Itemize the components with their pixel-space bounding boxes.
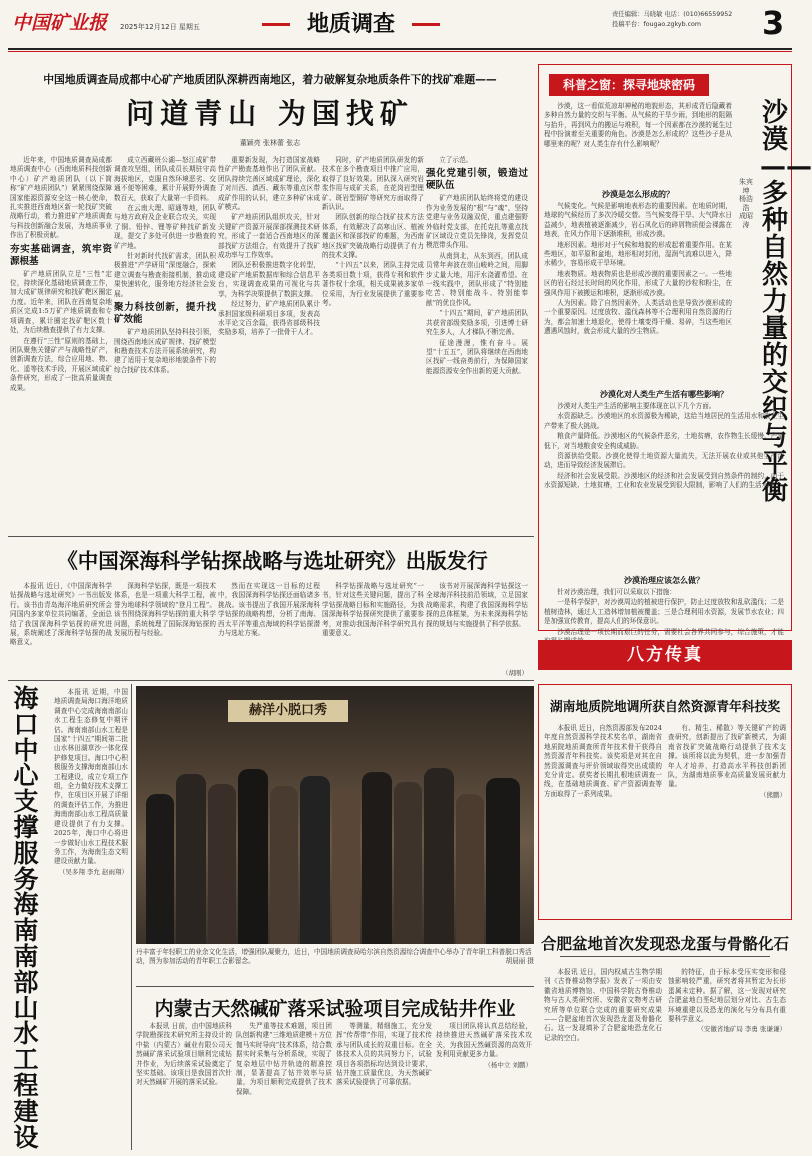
lead-column-1	[10, 156, 112, 530]
person-silhouette	[146, 794, 174, 944]
mongolia-column-4	[436, 1022, 532, 1150]
science-question-1: 沙漠是怎么形成的？	[602, 190, 674, 199]
paragraph: 科学钻探战略与选址研究”一书，针对这些关键问题，提出了科学钻探战略目标和实施路径，为我国深海科学钻探研究提供了重要参考，对推动我国海洋科学研究具有重要意义。	[322, 582, 424, 638]
hunan-column-1	[544, 724, 662, 914]
section-divider	[136, 986, 534, 987]
hunan-headline[interactable]: 湖南地质院地调所获自然资源青年科技奖	[549, 700, 781, 715]
paragraph: 资源供给受限。沙漠化使得土地资源大量流失，无法开展农业或其他生产活动，进而导致经济发展滞后。	[544, 452, 784, 470]
science-question-2: 沙漠化对人类生产生活有哪些影响？	[600, 390, 728, 399]
paragraph: 重要新发现，为打造国家战略性矿产勘查基地作出了团队贡献。团队持续完善区域成矿理论，深化了对川西、滇西、藏东等重点区带成矿作用的认识，建立多种矿床成矿模式。	[218, 156, 320, 212]
masthead	[0, 0, 800, 50]
paragraph: 成立西藏班公湖—怒江成矿带调查攻坚组，团队成员长期驻守高海拔地区，克服自然环境恶劣、交通不便等困难，累计开展野外调查数百天，获取了大量第一手资料。	[114, 156, 216, 202]
paragraph: 矿产地质团队组织攻关，针对关键矿产资源开展深部探测技术研究，形成了一套适合西南地区的深部找矿方法组合，有效提升了找矿成功率与工作效率。	[218, 213, 320, 260]
paragraph: 团队还积极推进数字化转型，建设矿产地质数据库和综合信息平台，实现调查成果的可视化与共享，为科学决策提供了数据支撑。	[218, 261, 320, 298]
issue-date: 2025年12月12日 星期五	[120, 23, 200, 31]
haikou-headline[interactable]: 海口中心支撑服务海南南部山水工程建设	[13, 684, 39, 1152]
hunan-credit: （熊鹏）	[760, 790, 786, 799]
paragraph: 团队创新的综合找矿技术方法体系，有效解决了高寒山区、植被覆盖区和深部找矿的难题，为西南地区找矿突破战略行动提供了有力的技术支撑。	[322, 213, 424, 260]
book-column-1	[10, 582, 112, 676]
mongolia-column-1	[136, 1022, 232, 1150]
book-column-2	[114, 582, 216, 676]
submission-platform[interactable]: 投稿平台：fougao.zgkyb.com	[612, 21, 702, 28]
book-credit: （胡刚）	[502, 669, 528, 677]
paragraph: 本报讯 近日，自然资源部发布2024年度自然资源科学技术奖名单，湖南省地质院地质调查所青年技术骨干获得自然资源青年科技奖。该奖项是对其在自然资源调查与评价领域取得突出成绩的充分肯定。获奖者长期扎根地质调查一线，在基础地质调查、矿产资源调查等方面取得了一系列成果。	[544, 724, 662, 798]
person-silhouette	[332, 789, 360, 944]
paragraph: 粮食产量降低。沙漠地区的气候条件恶劣，土地贫瘠，农作物生长缓慢，产量低下，对当地粮食安全构成威胁。	[544, 432, 784, 450]
paragraph: 本报讯 日前，由中国地质科学院勘探技术研究所主持设计的中盐（内蒙古）碱业有限公司天然碱矿落采试验项目顺利完成钻井作业，为后续落采试验奠定了坚实基础。该项目是我国首次针对天然碱矿开展的落采试验。	[136, 1022, 232, 1087]
science-section-3	[544, 572, 784, 636]
lead-subhead-2: 聚力科技创新，提升找矿效能	[114, 302, 216, 326]
paragraph: 近年来，中国地质调查局成都地质调查中心（西南地质科技创新中心）矿产地质团队（以下简称“矿产地质团队”）紧紧围绕保障国家能源资源安全这一核心使命，扎实推进西南地区新一轮找矿突破战略行动，着力推进矿产地质调查与科技创新融合发展，为地质事业作出了积极贡献。	[10, 156, 112, 240]
hefei-credit: （安徽省地矿局 李勇 张谦谦）	[697, 1025, 786, 1034]
mongolia-credit: （杨中立 刘鹏）	[484, 1060, 532, 1069]
section-title: 地质调查	[296, 8, 406, 42]
header-divider	[8, 48, 792, 50]
lead-byline: 董颖亮 张林蕾 张志	[239, 139, 301, 147]
paragraph: 一是科学保护，对沙漠周边的植被进行保护，防止过度放牧和乱砍滥伐；二是植树造林，通过人工造林增加植被覆盖；三是合理利用水资源，发展节水农业；四是加强宣传教育，提高人们的环保意识。	[544, 598, 784, 626]
photo-caption	[136, 948, 534, 966]
paragraph: 本报讯 近期，中国地质调查局海口海洋地质调查中心完成海南南部山水工程生态修复中期评估。海南南部山水工程是国家“十四五”期间第二批山水林田湖草沙一体化保护修复项目。海口中心积极服务支撑海南南部山水工程建设，成立专项工作组，全力做好技术支撑工作，在项目区开展了详细的调查评估工作，为推进海南南部山水工程高质量建设提供了有力支撑。2025年，海口中心将进一步做好山水工程技术服务工作，为海南生态文明建设贡献力量。	[54, 688, 128, 866]
paragraph: 同时，矿产地质团队研发的新技术在多个勘查项目中推广应用，取得了良好效果。团队深入研究岩浆作用与成矿关系，在花岗岩型锂矿、斑岩型铜矿等研究方面取得了新认识。	[322, 156, 424, 212]
lead-kicker: 中国地质调查局成都中心矿产地质团队深耕西南地区，着力破解复杂地质条件下的找矿难题——	[43, 73, 497, 86]
section-divider	[8, 680, 534, 681]
photo-sign: 赫洋小脱口秀	[228, 700, 348, 722]
paragraph: 气候变化。气候是影响地表形态的重要因素。在地质时期，地球的气候经历了多次冷暖交替。当气候变得干旱、大气降水日益减少，地表植被逐渐减少，岩石风化后的碎屑物质便会裸露在地表，在风力作用下逐渐堆积，形成沙漠。	[544, 202, 732, 239]
paragraph: 征途漫漫，惟有奋斗。展望“十五五”，团队将继续在西南地区找矿一线奋勇前行，为保障国家能源资源安全作出新的更大贡献。	[426, 338, 528, 375]
mongolia-column-2	[236, 1022, 332, 1150]
science-section-2	[544, 386, 784, 572]
science-question-3: 沙漠治理应该怎么做？	[624, 576, 704, 585]
paragraph: “十四五”期间，矿产地质团队共获省部级奖励多项，引进博士研究生多人，人才梯队不断完善。	[426, 309, 528, 337]
book-column-3	[218, 582, 320, 676]
book-column-4	[322, 582, 424, 676]
paragraph: 矿产地质团队坚持科技引领，围绕西南地区成矿规律、找矿模型和勘查技术方法开展系统研究，构建了适用于复杂地形地貌条件下的综合找矿技术体系。	[114, 328, 216, 374]
lead-subhead-1: 夯实基础调查，筑牢资源根基	[10, 243, 112, 267]
haikou-body	[54, 688, 128, 1150]
person-silhouette	[486, 778, 520, 944]
hunan-column-2	[668, 724, 786, 914]
paragraph: 从南到北，从东到西，团队成员常年奔波在崇山峻岭之间，用脚步丈量大地，用汗水浇灌希望。在一线实践中，团队形成了“特别能吃苦、特别能战斗、特别能奉献”的优良作风。	[426, 251, 528, 307]
mongolia-headline[interactable]: 内蒙古天然碱矿落采试验项目完成钻井作业	[154, 998, 516, 1020]
science-authors: 朱宾坤 杨浩浩 成昭涛	[739, 178, 753, 229]
person-silhouette	[300, 776, 330, 944]
paragraph: 水资源缺乏。沙漠地区的水资源极为稀缺，这给当地居民的生活用水和农业生产带来了极大挑战。	[544, 412, 784, 430]
person-silhouette	[208, 784, 236, 944]
lead-headline[interactable]: 问道青山 为国找矿	[126, 97, 414, 130]
lead-column-5	[426, 156, 528, 530]
photo-credit: 胡晨丽 摄	[505, 957, 534, 965]
paragraph: 立了示范。	[439, 156, 473, 164]
column-divider	[131, 684, 132, 1150]
paragraph: 经济和社会发展受限。沙漠地区的经济和社会发展受到自然条件的制约，由于水资源短缺、土地贫瘠，工业和农业发展受到很大限制，影响了人们的生活水平。	[544, 471, 784, 490]
paragraph: 矿产地质团队立足“三性”定位，持续深化基础地质调查工作，加大成矿规律研究和找矿靶区圈定力度。近年来，团队在西南复杂地质区完成1:5万矿产地质调查和专项调查，累计圈定找矿靶区数十处，为后续勘查提供了有力支撑。	[10, 269, 112, 335]
paragraph: 该书对开展深海科学钻探这一全球海洋科技前沿领域，立足国家战略需求，构建了我国深海科学钻探的总体框架，为未来深海科学钻探的规划与实施提供了科学依据。	[426, 582, 528, 628]
paragraph: 沙漠治理是一项长期而艰巨的任务，需要社会各界共同参与，综合施策，才能	[557, 627, 784, 636]
newspaper-logo: 中国矿业报	[12, 12, 108, 34]
editor-info	[612, 10, 732, 30]
lead-column-4	[322, 156, 424, 530]
paragraph: 等测量，精细施工，充分发挥“传帮带”作用，实现了技术传承与团队成长的双重目标。在全体技术人员的共同努力下，试验项目各项指标均达到设计要求，钻井施工质量优良，为天然碱矿落采试验提供了可靠依据。	[336, 1022, 432, 1087]
paragraph: 经过努力，矿产地质团队累计承担国家级科研项目多项，发表高水平论文百余篇，获得省部级科技奖励多项，培养了一批骨干人才。	[218, 300, 320, 337]
science-banner: 科普之窗：探寻地球密码	[549, 74, 709, 96]
person-silhouette	[270, 786, 298, 944]
header-divider-red	[8, 51, 792, 52]
paragraph: 项目团队将认真总结经验，持续推进天然碱矿落采技术攻关，为我国天然碱资源的高效开发利用贡献更多力量。	[436, 1022, 532, 1059]
person-silhouette	[424, 768, 454, 944]
editor-contact: 责任编辑：马晓敏 电话：(010)66559952	[612, 11, 733, 18]
paragraph: 本报讯 近日，《中国深海科学钻探战略与选址研究》一书出版发行。该书由青岛海洋地质研究所会同国内多家单位共同编著，全面总结了我国深海科学钻探的研究进展，系统阐述了深海科学钻探的战略意义。	[10, 582, 112, 647]
paragraph: 深海科学钻探，既是一项技术体系，也是一项重大科学工程，被誉为地球科学领域的“登月工程”。该书围绕深海科学钻探的重大科学问题，系统梳理了国际深海钻探的发展历程与经验。	[114, 582, 216, 638]
book-headline[interactable]: 《中国深海科学钻探战略与选址研究》出版发行	[57, 549, 488, 573]
person-silhouette	[238, 769, 268, 944]
paragraph: “十四五”以来，团队主持完成各类项目数十项，获得专利和软件著作权十余项，相关成果被多家单位采用，为行业发展提供了重要参考。	[322, 261, 424, 308]
haikou-credit: （吴多翔 李允 赵雨翔）	[58, 867, 128, 876]
page-number: 3	[762, 4, 785, 42]
mongolia-column-3	[336, 1022, 432, 1150]
paragraph: 地表物质。地表物质也是形成沙漠的重要因素之一。一些地区的岩石经过长时间的风化作用，形成了大量的沙粒和粉尘，在强风作用下被搬运和堆积，逐渐形成沙漠。	[544, 269, 732, 297]
paragraph: 沙漠对人类生产生活的影响主要体现在以下几个方面。	[557, 402, 716, 410]
paragraph: 人为因素。除了自然因素外，人类活动也是导致沙漠形成的一个重要原因。过度放牧、滥伐森林等不合理利用自然资源的行为，都会加速土地退化，使得土壤变得干燥、易碎，当这些地区遭遇风蚀时，就会形成大量的沙尘物质。	[544, 299, 732, 336]
paragraph: 针对新时代找矿需求，团队积极推进“产学研用”深度融合，探索建立调查与勘查衔接机制，推动成果快速转化，服务地方经济社会发展。	[114, 252, 216, 298]
caption-text: 丹丰富于年轻职工的业余文化生活，增强团队凝聚力，近日，中国地质调查局哈尔滨自然资源综合调查中心举办了青年职工科普脱口秀活动，图为参加活动的青年职工合影留念。	[136, 948, 532, 965]
hefei-column-1	[544, 968, 662, 1150]
paragraph: 本报讯 近日，国内权威古生物学期刊《古脊椎动物学报》发表了一项由安徽省地质博物馆、中国科学院古脊椎动物与古人类研究所、安徽省文物考古研究所等单位联合完成的重要研究成果——合肥盆地首次发现恐龙蛋及骨骼化石。这一发现填补了合肥盆地恐龙化石记录的空白。	[544, 968, 662, 1042]
hefei-headline[interactable]: 合肥盆地首次发现恐龙蛋与骨骼化石	[540, 934, 789, 953]
hefei-column-2	[668, 968, 786, 1150]
paragraph: 有、精生、稀散）等关键矿产的调查研究，创新提出了找矿新模式，为湖南省找矿突破战略行动提供了技术支撑。该所将以此为契机，进一步加强青年人才培养，打造高水平科技创新团队，为湖南地质事业高质量发展贡献力量。	[668, 724, 786, 789]
paragraph: 沙漠，这一看似荒凉却神秘的地貌形态，其形成背后隐藏着多种自然力量的交织与平衡。从气候的干旱少雨，到地形的阻隔与抬升，再到风力的搬运与堆积，每一个因素都在沙漠的诞生过程中扮演着至关重要的角色。沙漠是怎么形成的？这些沙子是从哪里来的呢？对人类生存有什么影响呢？	[544, 102, 732, 148]
paragraph: 然而在实现这一目标的过程中，我国深海科学钻探还面临诸多挑战。该书提出了我国开展深海科学钻探的战略构想，分析了南海、西太平洋等重点海域的科学钻探潜力与选址方案。	[218, 582, 320, 638]
book-column-5	[426, 582, 528, 676]
paragraph: 的特征，由于标本受压实变形和侵蚀影响较严重，研究者将其暂定为长形蛋属未定种。据了解，这一发现对研究合肥盆地白垩纪地层划分对比、古生态环境重建以及恐龙的演化与分布具有重要科学意义。	[668, 968, 786, 1024]
person-silhouette	[456, 794, 484, 944]
science-headline[interactable]: 沙漠——多种自然力量的交织与平衡	[760, 98, 812, 506]
person-silhouette	[394, 782, 422, 944]
news-brief-banner: 八方传真	[538, 640, 792, 670]
science-intro	[544, 102, 732, 186]
group-photo[interactable]	[136, 686, 534, 944]
paragraph: 在云南大理、昭通等地，团队与地方政府及企业联合攻关，实现了铜、铅锌、锂等矿种找矿新发现，提交了多处可供进一步勘查的矿产地。	[114, 204, 216, 250]
paragraph: 矿产地质团队始终将党的建设作为业务发展的“根”与“魂”，坚持党建与业务双融双促，重点建强野外临时党支部，在托克扎等重点找矿区域设立党员先锋岗，发挥党员模范带头作用。	[426, 194, 528, 250]
person-silhouette	[362, 772, 392, 944]
paragraph: 在遵行“三性”原则的基础上，团队聚焦关键矿产与战略性矿产，创新调查方法，综合应用地、物、化、遥等技术手段，开展区域成矿条件研究，形成了一批高质量调查成果。	[10, 336, 112, 392]
science-section-1	[544, 186, 732, 386]
section-divider	[8, 536, 534, 537]
paragraph: 失严重等技术难题，项目团队创新构建“三维地质建模＋方位伽马实时导向”技术体系，结合数据实时采集与分析系统，实现了复杂地层中钻井轨迹的精准控制，显著提高了钻井效率与质量，为项目顺利完成提供了技术保障。	[236, 1022, 332, 1096]
lead-column-2	[114, 156, 216, 530]
person-silhouette	[176, 774, 206, 944]
paragraph: 针对沙漠治理，我们可以采取以下措施：	[557, 588, 676, 596]
paragraph: 地形因素。地形对于气候和地貌的形成起着重要作用。在某些地区，如平原和盆地，地形相对封闭，湿润气流难以进入，降水稀少，容易形成干旱环境。	[544, 240, 732, 268]
lead-column-3	[218, 156, 320, 530]
lead-subhead-3: 强化党建引领，锻造过硬队伍	[426, 168, 528, 192]
section-divider	[560, 956, 770, 957]
